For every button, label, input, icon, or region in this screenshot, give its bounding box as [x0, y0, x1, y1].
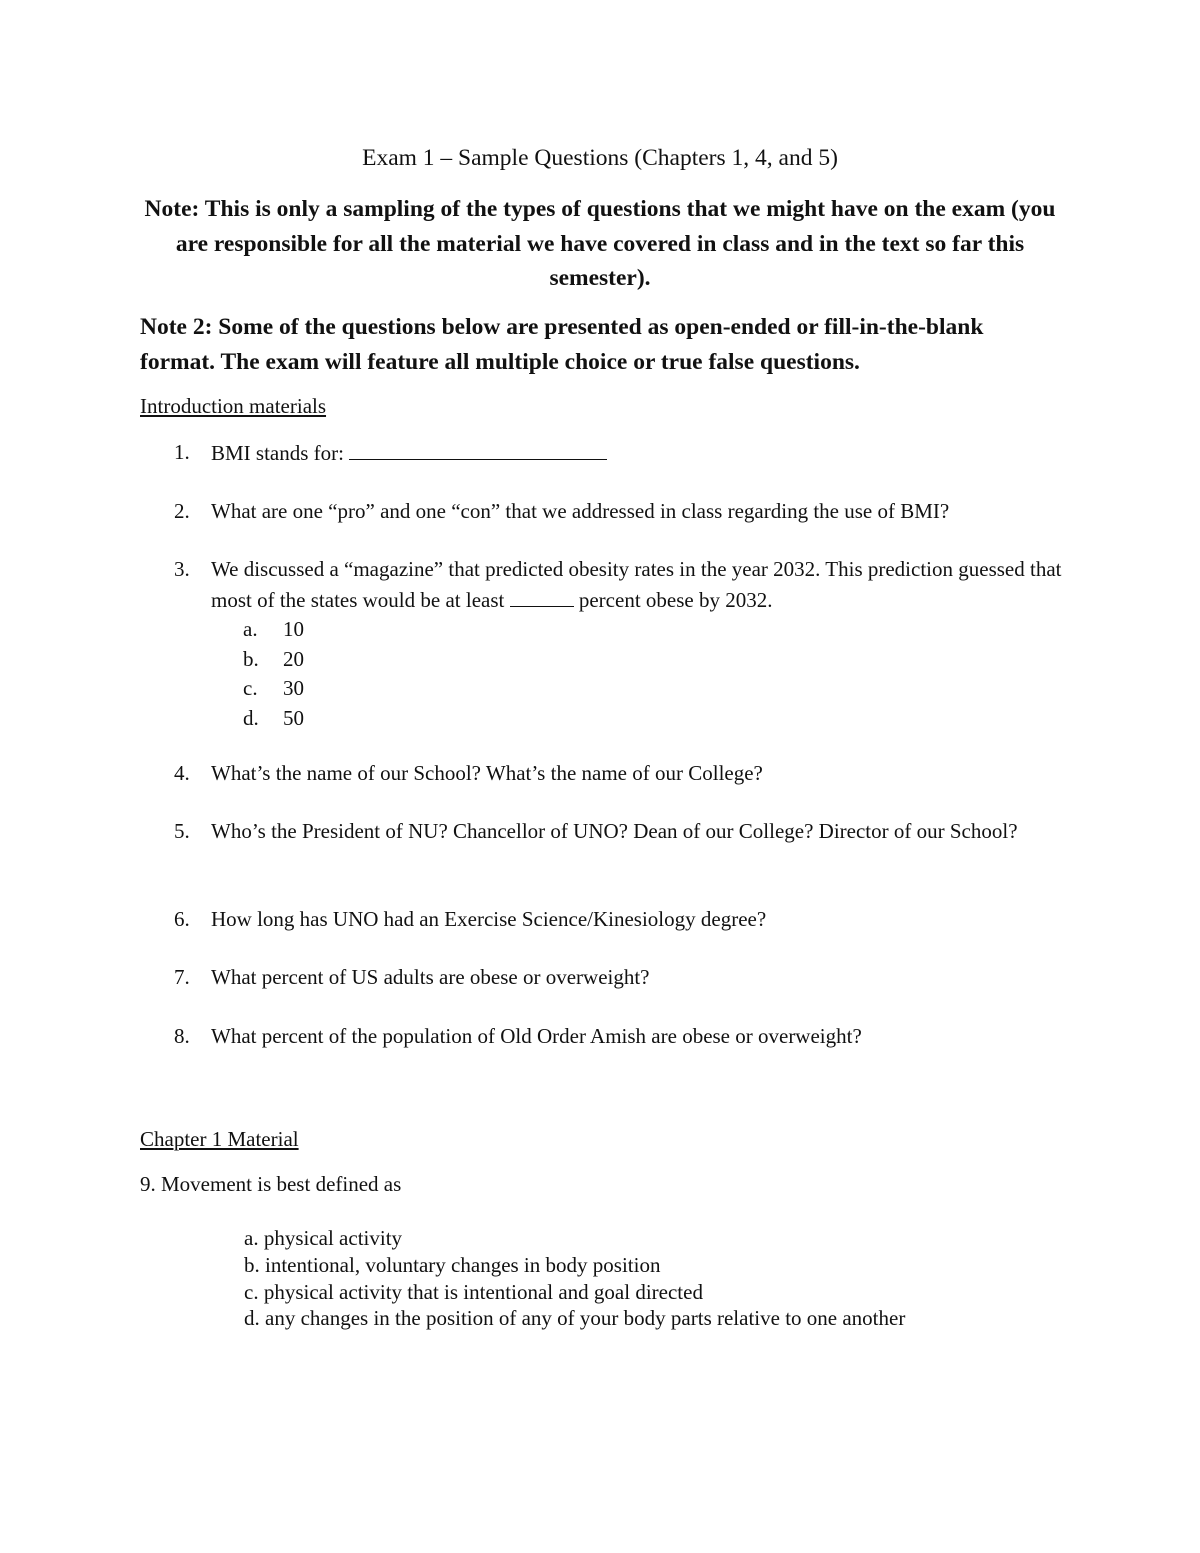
question-text: What’s the name of our School? What’s the name of our College? [211, 761, 763, 785]
option-letter: b. [243, 646, 259, 671]
answer-blank [349, 437, 607, 460]
option-item [243, 704, 1080, 734]
question-2 [140, 496, 1080, 526]
question-4 [140, 758, 1080, 788]
option-text: 50 [283, 705, 304, 730]
question-text: Who’s the President of NU? Chancellor of UNO? Dean of our College? Director of our School? [211, 819, 1018, 843]
question-text: What percent of the population of Old Order Amish are obese or overweight? [211, 1024, 862, 1048]
question-1 [140, 437, 1080, 468]
note-1: Note: This is only a sampling of the types of questions that we might have on the exam (you are responsible for all the material we have covered in class and in the text so far this semester). [144, 196, 1056, 291]
option-letter: c. [243, 676, 258, 700]
question-number: 2. [174, 499, 190, 523]
question-text: BMI stands for: [211, 437, 1080, 468]
option-item: a. physical activity [244, 1226, 403, 1250]
option-item: d. any changes in the position of any of your body parts relative to one another [244, 1306, 906, 1331]
question-9-options [244, 1225, 905, 1332]
question-text: How long has UNO had an Exercise Science/Kinesiology degree? [211, 907, 767, 931]
note-2: Note 2: Some of the questions below are presented as open-ended or fill-in-the-blank format. The exam will feature all multiple choice or true false questions. [140, 314, 984, 375]
option-text: 10 [283, 617, 304, 641]
option-item [243, 674, 1080, 704]
question-7 [140, 962, 1080, 992]
option-text: 30 [283, 676, 304, 700]
question-3 [140, 554, 1080, 733]
question-6 [140, 904, 1080, 934]
option-letter: d. [243, 705, 259, 730]
question-text: We discussed a “magazine” that predicted obesity rates in the year 2032. This prediction guessed that most of the states would be at least percent obese by 2032. [211, 557, 1062, 612]
question-number: 6. [174, 907, 190, 931]
option-item: c. physical activity that is intentional and goal directed [244, 1279, 703, 1304]
question-text: What are one “pro” and one “con” that we addressed in class regarding the use of BMI? [211, 499, 950, 523]
section-heading-chapter-1: Chapter 1 Material [140, 1127, 299, 1151]
answer-options [243, 615, 1080, 733]
option-text: 20 [283, 646, 304, 671]
question-9: 9. Movement is best defined as [140, 1172, 402, 1196]
question-number: 1. [174, 440, 190, 464]
option-letter: a. [243, 617, 258, 641]
question-number: 4. [174, 761, 190, 785]
document-title: Exam 1 – Sample Questions (Chapters 1, 4, and 5) [362, 145, 838, 171]
question-number: 5. [174, 819, 190, 843]
answer-blank [510, 584, 574, 607]
option-item [243, 615, 1080, 645]
question-text: What percent of US adults are obese or overweight? [211, 965, 650, 989]
question-8 [140, 1021, 1080, 1051]
section-heading-introduction: Introduction materials [140, 394, 327, 418]
option-item [243, 645, 1080, 675]
question-number: 3. [174, 557, 190, 581]
question-number: 8. [174, 1024, 190, 1048]
option-item: b. intentional, voluntary changes in body position [244, 1252, 661, 1277]
question-number: 7. [174, 965, 190, 989]
question-5 [140, 816, 1080, 846]
